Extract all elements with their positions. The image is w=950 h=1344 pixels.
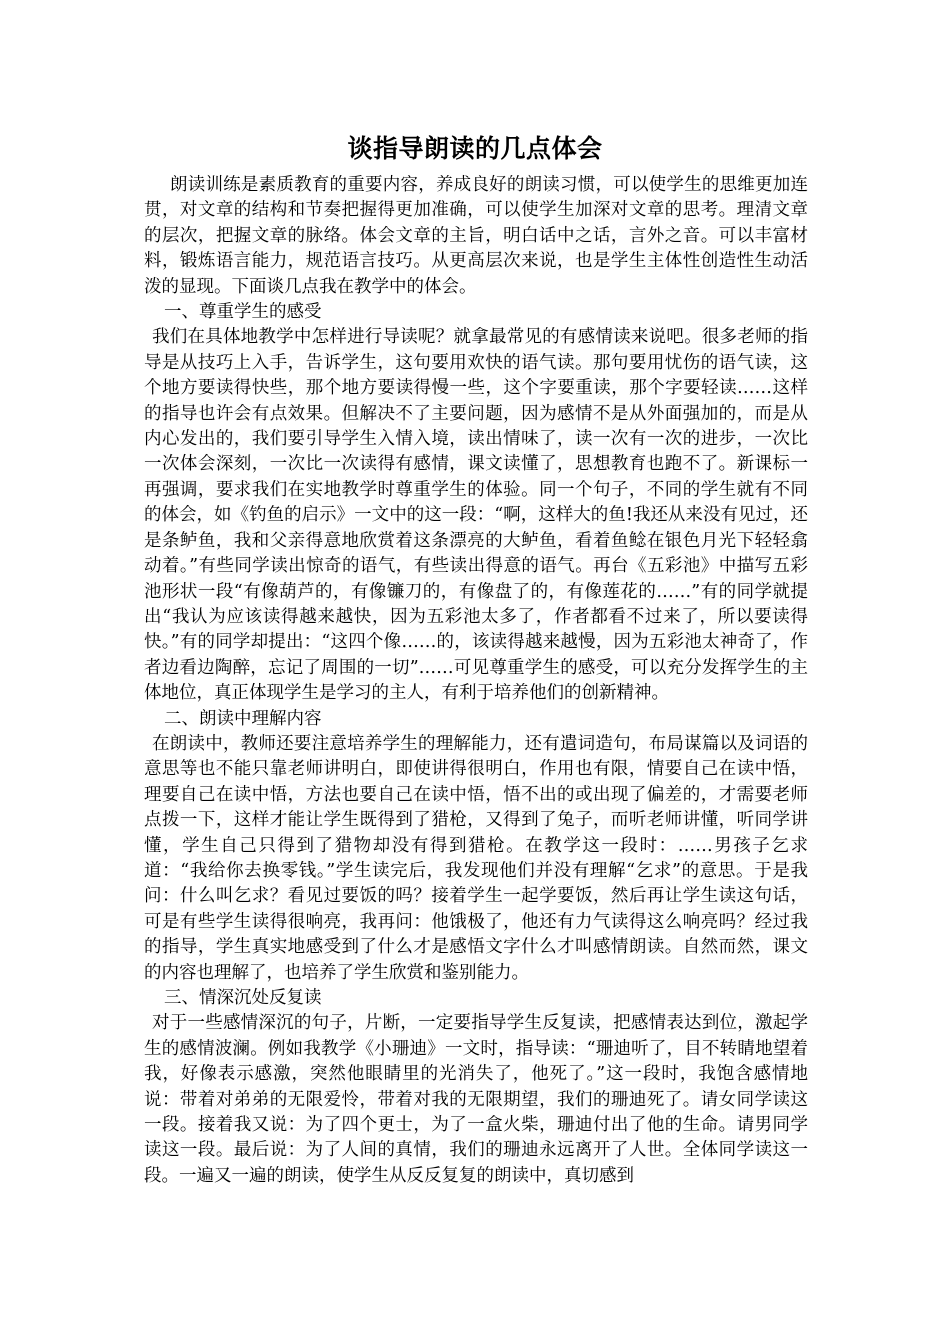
section-heading-2: 二、朗读中理解内容 [164,708,322,729]
section-heading-3: 三、情深沉处反复读 [164,988,322,1008]
document-title: 谈指导朗读的几点体会 [347,134,603,163]
document-body [144,173,808,1189]
section-paragraph-1: 我们在具体地教学中怎样进行导读呢？就拿最常见的有感情读来说吧。很多老师的指导是从技巧上入手，告诉学生，这句要用欢快的语气读。那句要用忧伤的语气读，这个地方要读得快些，那个地方要读得慢一些，这个字要重读，那个字要轻读……这样的指导也许会有点效果。但解决不了主要问题，因为感情不是从外面强加的，而是从内心发出的，我们要引导学生入情入境，读出情味了，读一次有一次的进步，一次比一次体会深刻，一次比一次读得有感情，课文读懂了，思想教育也跑不了。新课标一再强调，要求我们在实地教学时尊重学生的体验。同一个句子，不同的学生就有不同的体会，如《钓鱼的启示》一文中的这一段：“啊，这样大的鱼!我还从来没有见过，还是条鲈鱼，我和父亲得意地欣赏着这条漂亮的大鲈鱼，看着鱼鲶在银色月光下轻轻翕动着。”有些同学读出惊奇的语气，有些读出得意的语气。再台《五彩池》中描写五彩池形状一段“有像葫芦的，有像镰刀的，有像盘了的，有像莲花的……”有的同学就提出“我认为应该读得越来越快，因为五彩池太多了，作者都看不过来了，所以要读得快。”有的同学却提出：“这四个像……的，该读得越来越慢，因为五彩池太神奇了，作者边看边陶醉，忘记了周围的一切”……可见尊重学生的感受，可以充分发挥学生的主体地位，真正体现学生是学习的主人，有利于培养他们的创新精神。 [144,327,808,704]
section-heading-1: 一、尊重学生的感受 [164,302,322,323]
section-paragraph-2: 在朗读中，教师还要注意培养学生的理解能力，还有遣词造句，布局谋篇以及词语的意思等也不能只靠老师讲明白，即使讲得很明白，作用也有限，情要自己在读中悟，理要自己在读中悟，方法也要自己在读中悟，悟不出的或出现了偏差的，才需要老师点拨一下，这样才能让学生既得到了猎枪，又得到了兔子，而听老师讲懂，听同学讲懂，学生自己只得到了猎物却没有得到猎枪。在教学这一段时：……男孩子乞求道：“我给你去换零钱。”学生读完后，我发现他们并没有理解“乞求”的意思。于是我问：什么叫乞求？看见过要饭的吗？接着学生一起学要饭，然后再让学生读这句话，可是有些学生读得很响亮，我再问：他饿极了，他还有力气读得这么响亮吗？经过我的指导，学生真实地感受到了什么才是感悟文字什么才叫感情朗读。自然而然，课文的内容也理解了，也培养了学生欣赏和鉴别能力。 [144,733,808,983]
intro-paragraph: 朗读训练是素质教育的重要内容，养成良好的朗读习惯，可以使学生的思维更加连贯，对文章的结构和节奏把握得更加准确，可以使学生加深对文章的思考。理清文章的层次，把握文章的脉络。体会文章的主旨，明白话中之话，言外之音。可以丰富材料，锻炼语言能力，规范语言技巧。从更高层次来说，也是学生主体性创造性生动活泼的显现。下面谈几点我在教学中的体会。 [144,175,808,297]
section-paragraph-3: 对于一些感情深沉的句子，片断，一定要指导学生反复读，把感情表达到位，激起学生的感情波澜。例如我教学《小珊迪》一文时，指导读：“珊迪听了，目不转睛地望着我，好像表示感激，突然他眼睛里的光消失了，他死了。”这一段时，我饱含感情地说：带着对弟弟的无限爱怜，带着对我的无限期望，我们的珊迪死了。请女同学读这一段。接着我又说：为了四个更士，为了一盒火柴，珊迪付出了他的生命。请男同学读这一段。最后说：为了人间的真情，我们的珊迪永远离开了人世。全体同学读这一段。一遍又一遍的朗读，使学生从反反复复的朗读中，真切感到 [144,1013,808,1186]
